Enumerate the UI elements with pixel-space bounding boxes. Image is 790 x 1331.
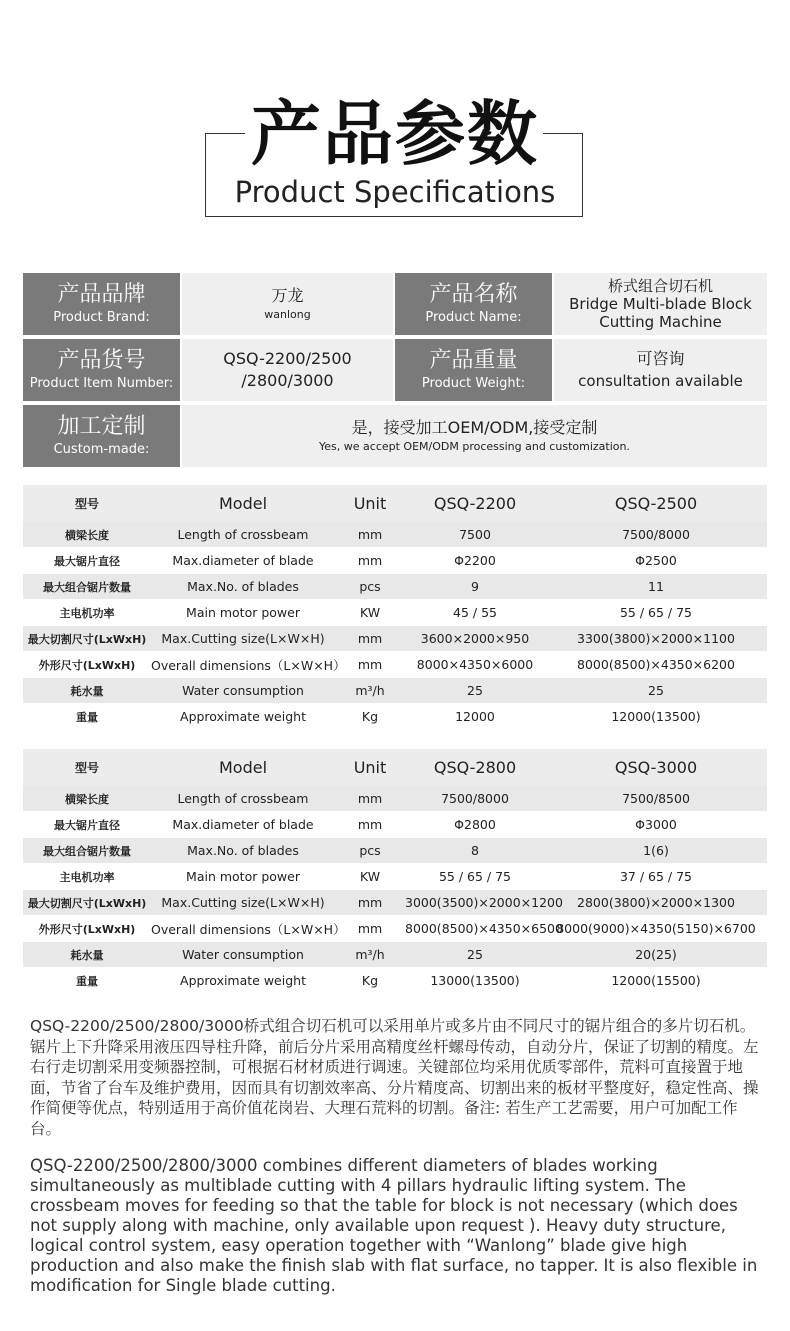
brand-label-cn: 产品品牌 bbox=[57, 282, 146, 307]
custom-label-en: Custom-made: bbox=[53, 442, 150, 457]
name-value-en: Bridge Multi-blade Block Cutting Machine bbox=[569, 295, 752, 331]
cell-cn-name: 最大切割尺寸(LxWxH) bbox=[27, 896, 147, 910]
header-unit: Unit bbox=[353, 758, 387, 777]
custom-label-cn: 加工定制 bbox=[57, 414, 146, 439]
cell-en-name: Main motor power bbox=[186, 605, 300, 620]
cell-value-a: 45 / 55 bbox=[453, 605, 497, 620]
cell-cn-name: 外形尺寸(LxWxH) bbox=[38, 922, 136, 936]
cell-value-b: 12000(15500) bbox=[611, 973, 701, 988]
weight-label-cn: 产品重量 bbox=[429, 348, 518, 373]
cell-cn-name: 横梁长度 bbox=[65, 792, 109, 806]
cell-value-b: Φ2500 bbox=[635, 553, 677, 568]
table-row bbox=[23, 890, 767, 915]
weight-label-en: Product Weight: bbox=[421, 376, 526, 391]
cell-value-a: 3000(3500)×2000×1200 bbox=[405, 895, 563, 910]
cell-value-a: 8 bbox=[471, 843, 479, 858]
table-row bbox=[23, 812, 767, 837]
header-unit: Unit bbox=[353, 494, 387, 513]
cell-cn-name: 最大组合锯片数量 bbox=[43, 580, 131, 594]
cell-unit: mm bbox=[357, 527, 383, 542]
cell-cn-name: 耗水量 bbox=[70, 948, 104, 962]
cell-cn-name: 最大组合锯片数量 bbox=[43, 844, 131, 858]
cell-en-name: Water consumption bbox=[182, 947, 304, 962]
brand-value-en: wanlong bbox=[264, 308, 311, 321]
cell-cn-name: 重量 bbox=[76, 710, 98, 724]
cell-value-b: 55 / 65 / 75 bbox=[619, 605, 693, 620]
weight-label bbox=[395, 339, 552, 401]
custom-value-en: Yes, we accept OEM/ODM processing and customization. bbox=[319, 440, 630, 453]
table-header-row bbox=[23, 749, 767, 786]
item-value-line2: /2800/3000 bbox=[241, 371, 334, 390]
weight-value bbox=[554, 339, 767, 401]
cell-value-a: Φ2200 bbox=[454, 553, 496, 568]
cell-unit: pcs bbox=[359, 843, 381, 858]
item-number-label bbox=[23, 339, 180, 401]
page-title: 产品参数 bbox=[251, 93, 539, 175]
cell-value-a: 12000 bbox=[455, 709, 495, 724]
page-subtitle: Product Specifications bbox=[234, 175, 556, 209]
table-row bbox=[23, 600, 767, 625]
cell-value-b: 2800(3800)×2000×1300 bbox=[577, 895, 735, 910]
table-row bbox=[23, 678, 767, 703]
cell-value-b: 1(6) bbox=[643, 843, 669, 858]
item-value-line1: QSQ-2200/2500 bbox=[223, 349, 352, 368]
cell-unit: pcs bbox=[359, 579, 381, 594]
cell-cn-name: 横梁长度 bbox=[65, 528, 109, 542]
cell-value-a: Φ2800 bbox=[454, 817, 496, 832]
table-row bbox=[23, 838, 767, 863]
cell-en-name: Max.No. of blades bbox=[187, 843, 299, 858]
cell-value-b: 7500/8500 bbox=[622, 791, 690, 806]
item-label-cn: 产品货号 bbox=[57, 348, 146, 373]
cell-value-a: 8000×4350×6000 bbox=[416, 657, 534, 672]
header-value-a: QSQ-2200 bbox=[433, 494, 517, 513]
cell-value-b: 20(25) bbox=[635, 947, 677, 962]
name-label bbox=[395, 273, 552, 335]
cell-value-a: 55 / 65 / 75 bbox=[438, 869, 512, 884]
item-label-en: Product Item Number: bbox=[29, 376, 174, 391]
cell-value-b: 8000(9000)×4350(5150)×6700 bbox=[556, 921, 756, 936]
cell-value-a: 8000(8500)×4350×6500 bbox=[405, 921, 563, 936]
brand-label bbox=[23, 273, 180, 335]
item-number-value bbox=[182, 339, 393, 401]
cell-value-b: 11 bbox=[648, 579, 664, 594]
cell-value-a: 3600×2000×950 bbox=[420, 631, 530, 646]
description-cn: QSQ-2200/2500/2800/3000桥式组合切石机可以采用单片或多片由不同尺寸的锯片组合的多片切石机。锯片上下升降采用液压四导柱升降，前后分片采用高精度丝杆螺母传动，自动分片，保证了切割的精度。左右行走切割采用变频器控制，可根据石材材质进行调速。关键部位均采用优质零部件，荒料可直接置于地面，节省了台车及维护费用，因而具有切割效率高、分片精度高、切割出来的板材平整度好，稳定性高、操作简便等优点，特别适用于高价值花岗岩、大理石荒料的切割。备注: 若生产工艺需要，用户可加配工作台。 bbox=[30, 1017, 759, 1138]
cell-unit: KW bbox=[359, 869, 381, 884]
table-row bbox=[23, 704, 767, 729]
cell-value-b: 8000(8500)×4350×6200 bbox=[577, 657, 735, 672]
cell-unit: m³/h bbox=[355, 947, 385, 962]
cell-value-a: 25 bbox=[467, 947, 483, 962]
custom-value bbox=[182, 405, 767, 467]
cell-unit: Kg bbox=[361, 973, 379, 988]
cell-unit: mm bbox=[357, 921, 383, 936]
table-row bbox=[23, 916, 767, 941]
cell-value-a: 7500/8000 bbox=[441, 791, 509, 806]
cell-en-name: Max.Cutting size(L×W×H) bbox=[161, 631, 325, 646]
table-row bbox=[23, 786, 767, 811]
cell-en-name: Max.diameter of blade bbox=[172, 817, 314, 832]
header-value-b: QSQ-2500 bbox=[614, 494, 698, 513]
cell-value-b: 7500/8000 bbox=[622, 527, 690, 542]
name-label-en: Product Name: bbox=[425, 310, 522, 325]
cell-cn-name: 最大锯片直径 bbox=[54, 554, 120, 568]
cell-value-b: 37 / 65 / 75 bbox=[619, 869, 693, 884]
header-en-name: Model bbox=[218, 494, 268, 513]
cell-unit: KW bbox=[359, 605, 381, 620]
cell-value-b: Φ3000 bbox=[635, 817, 677, 832]
cell-en-name: Overall dimensions（L×W×H） bbox=[151, 921, 346, 937]
cell-unit: Kg bbox=[361, 709, 379, 724]
cell-value-b: 3300(3800)×2000×1100 bbox=[577, 631, 735, 646]
cell-unit: mm bbox=[357, 895, 383, 910]
cell-en-name: Overall dimensions（L×W×H） bbox=[151, 657, 346, 673]
cell-cn-name: 外形尺寸(LxWxH) bbox=[38, 658, 136, 672]
table-row bbox=[23, 652, 767, 677]
name-value bbox=[554, 273, 767, 335]
cell-value-a: 9 bbox=[471, 579, 479, 594]
cell-en-name: Length of crossbeam bbox=[177, 527, 309, 542]
table-row bbox=[23, 548, 767, 573]
cell-value-b: 12000(13500) bbox=[611, 709, 701, 724]
table-row bbox=[23, 864, 767, 889]
weight-value-cn: 可咨询 bbox=[636, 349, 685, 368]
cell-unit: m³/h bbox=[355, 683, 385, 698]
cell-unit: mm bbox=[357, 817, 383, 832]
cell-cn-name: 最大切割尺寸(LxWxH) bbox=[27, 632, 147, 646]
cell-en-name: Max.diameter of blade bbox=[172, 553, 314, 568]
cell-en-name: Length of crossbeam bbox=[177, 791, 309, 806]
header-cn-name: 型号 bbox=[74, 761, 99, 775]
cell-cn-name: 耗水量 bbox=[70, 684, 104, 698]
cell-cn-name: 主电机功率 bbox=[59, 870, 115, 884]
cell-cn-name: 最大锯片直径 bbox=[54, 818, 120, 832]
table-row bbox=[23, 968, 767, 993]
cell-en-name: Water consumption bbox=[182, 683, 304, 698]
cell-value-a: 7500 bbox=[459, 527, 491, 542]
cell-en-name: Max.Cutting size(L×W×H) bbox=[161, 895, 325, 910]
cell-en-name: Max.No. of blades bbox=[187, 579, 299, 594]
spec-table-1 bbox=[23, 485, 767, 729]
name-value-cn: 桥式组合切石机 bbox=[607, 277, 713, 295]
cell-value-b: 25 bbox=[648, 683, 664, 698]
cell-unit: mm bbox=[357, 791, 383, 806]
cell-value-a: 25 bbox=[467, 683, 483, 698]
header-cn-name: 型号 bbox=[74, 497, 99, 511]
cell-cn-name: 主电机功率 bbox=[59, 606, 115, 620]
custom-value-cn: 是，接受加工OEM/ODM,接受定制 bbox=[351, 418, 598, 437]
name-label-cn: 产品名称 bbox=[429, 282, 518, 307]
cell-en-name: Approximate weight bbox=[180, 973, 306, 988]
cell-value-a: 13000(13500) bbox=[430, 973, 520, 988]
cell-unit: mm bbox=[357, 631, 383, 646]
header-value-a: QSQ-2800 bbox=[433, 758, 517, 777]
custom-label bbox=[23, 405, 180, 467]
cell-unit: mm bbox=[357, 657, 383, 672]
cell-en-name: Main motor power bbox=[186, 869, 300, 884]
table-row bbox=[23, 574, 767, 599]
brand-label-en: Product Brand: bbox=[53, 310, 150, 325]
table-row bbox=[23, 522, 767, 547]
cell-en-name: Approximate weight bbox=[180, 709, 306, 724]
cell-cn-name: 重量 bbox=[76, 974, 98, 988]
cell-unit: mm bbox=[357, 553, 383, 568]
header-value-b: QSQ-3000 bbox=[614, 758, 698, 777]
table-row bbox=[23, 626, 767, 651]
header-en-name: Model bbox=[218, 758, 268, 777]
brand-value-cn: 万龙 bbox=[271, 286, 304, 305]
weight-value-en: consultation available bbox=[578, 372, 743, 390]
brand-value bbox=[182, 273, 393, 335]
description-en: QSQ-2200/2500/2800/3000 combines different diameters of blades working simultaneously as multiblade cutting with 4 pillars hydraulic lifting system. The crossbeam moves for feeding so that the table for block is not necessary (which does not supply along with machine, only available upon request ). Heavy duty structure, logical control system, easy operation together with “Wanlong” blade give high production and also make the finish slab with flat surface, no tapper. It is also flexible in modification for Single blade cutting. bbox=[30, 1156, 758, 1295]
table-row bbox=[23, 942, 767, 967]
spec-table-2 bbox=[23, 749, 767, 993]
table-header-row bbox=[23, 485, 767, 522]
